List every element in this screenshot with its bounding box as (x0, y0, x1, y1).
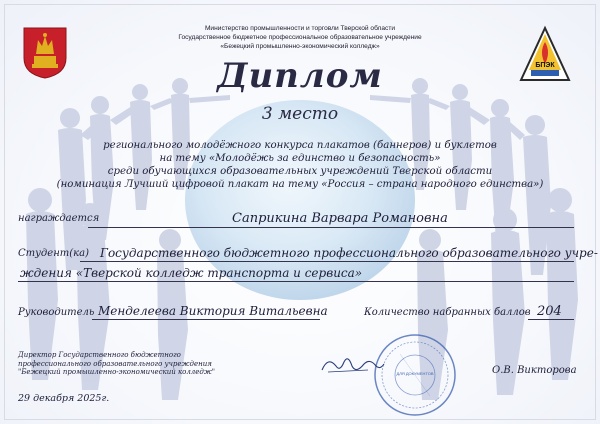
college-logo-text: БПЭК (535, 62, 555, 69)
director-title-line-3: "Бежецкий промышленно-экономический колледж" (18, 368, 216, 376)
header-institution: Государственное бюджетное профессиональное образовательное учреждение (178, 34, 422, 41)
place-award: 3 место (261, 104, 339, 124)
issue-date: 29 декабря 2025г. (18, 393, 110, 404)
description-line-4: (номинация Лучший цифровой плакат на тему «Россия – страна народного единства») (56, 179, 544, 190)
stamp-text: ДЛЯ ДОКУМЕНТОВ (396, 371, 434, 376)
score-underline (528, 319, 574, 320)
student-institution-line-1: Государственного бюджетного профессионального образовательного учре- (100, 246, 598, 260)
header-college: «Бежецкий промышленно-экономический колледж» (220, 43, 380, 50)
description-line-2: на тему «Молодёжь за единство и безопасность» (159, 153, 441, 164)
supervisor-name: Менделеева Виктория Витальевна (98, 304, 328, 318)
recipient-underline (88, 227, 574, 228)
director-title-line-2: профессионального образовательного учреждения (18, 359, 212, 368)
director-name: О.В. Викторова (492, 365, 577, 376)
score-value: 204 (537, 304, 562, 319)
supervisor-label: Руководитель (18, 307, 95, 318)
awarded-label: награждается (18, 213, 100, 224)
score-label: Количество набранных баллов (364, 307, 531, 318)
diploma-title: Диплом (217, 56, 383, 96)
director-signature-icon (318, 352, 388, 378)
student-label: Студент(ка) (18, 248, 89, 259)
supervisor-underline (92, 319, 320, 320)
recipient-name: Саприкина Варвара Романовна (232, 211, 448, 226)
student-underline-2 (18, 281, 574, 282)
student-underline-1 (80, 261, 574, 262)
student-institution-line-2: ждения «Тверской колледж транспорта и сервиса» (20, 266, 363, 280)
director-title-line-1: Директор Государственного бюджетного (18, 351, 181, 359)
description-line-3: среди обучающихся образовательных учреждений Тверской области (107, 166, 493, 177)
header-ministry: Министерство промышленности и торговли Тверской области (204, 25, 396, 32)
description-line-1: регионального молодёжного конкурса плакатов (баннеров) и буклетов (103, 140, 497, 151)
